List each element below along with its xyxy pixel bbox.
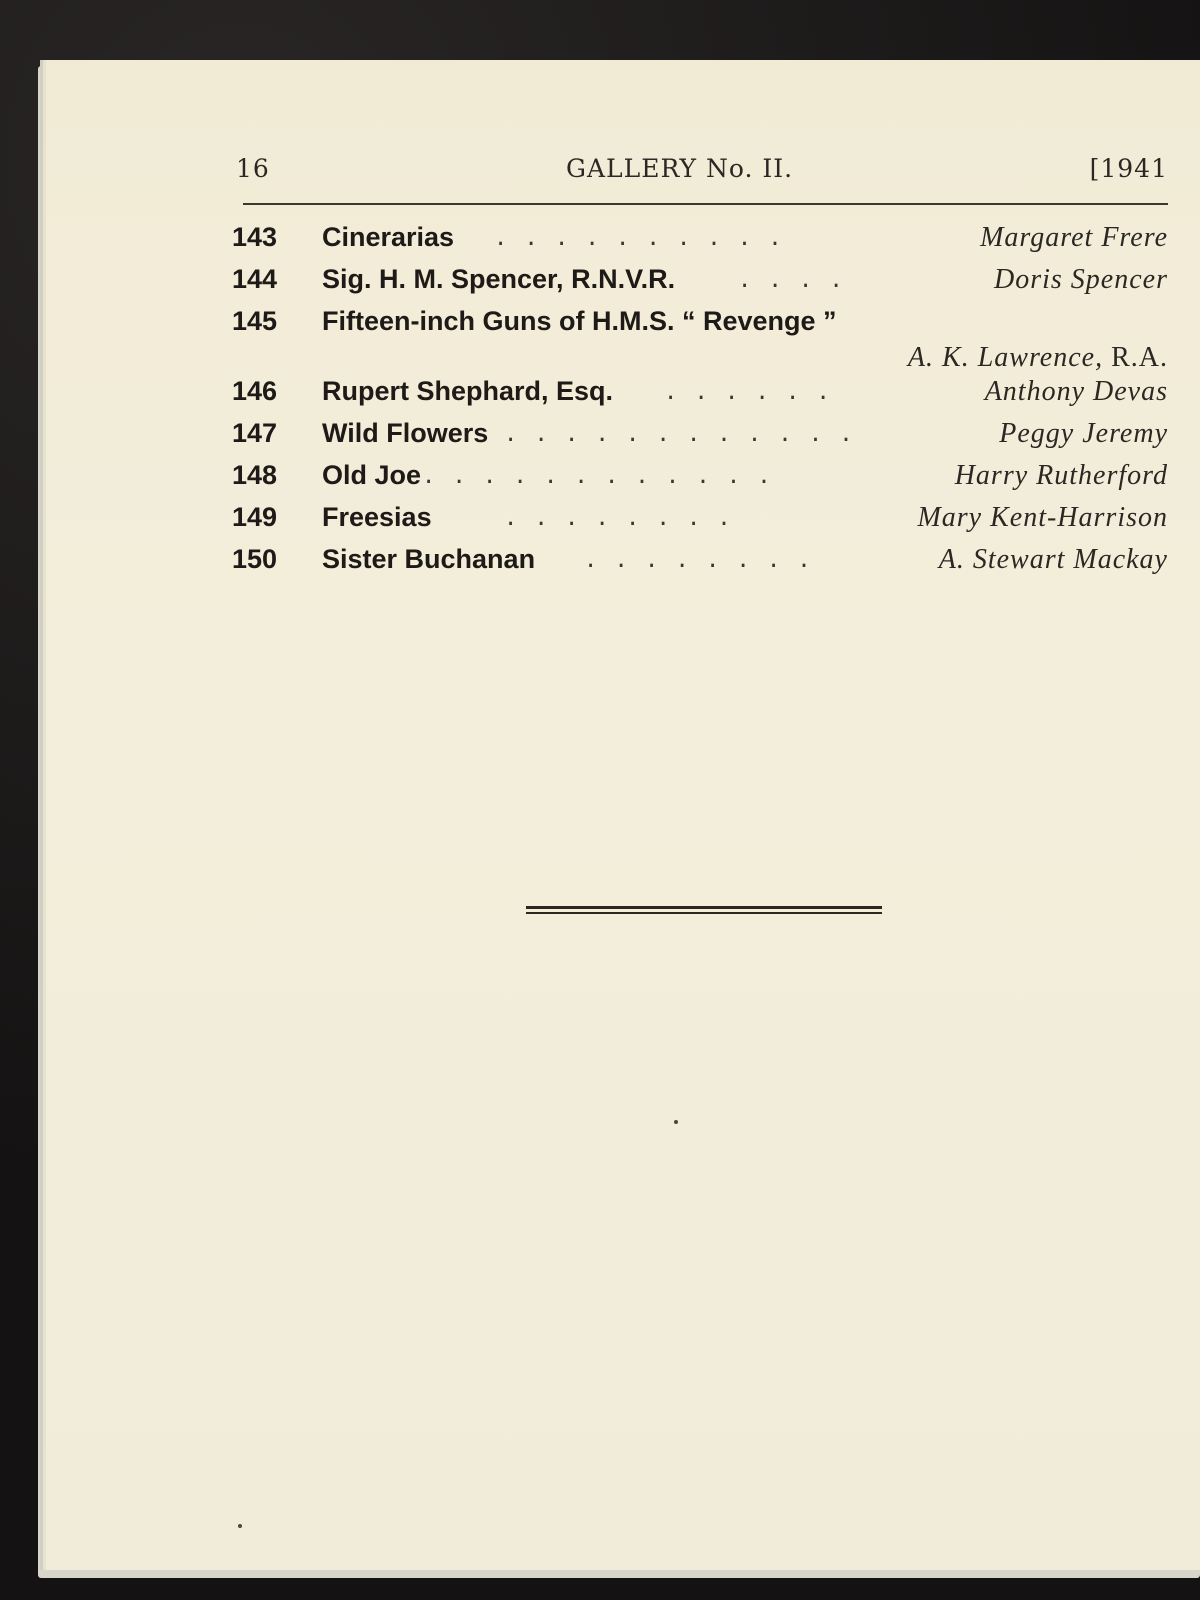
entry-title: Rupert Shephard, Esq. bbox=[322, 376, 614, 406]
entry-number: 148 bbox=[232, 460, 278, 490]
list-item bbox=[232, 460, 1168, 502]
entry-number: 145 bbox=[232, 306, 278, 336]
page-header bbox=[236, 150, 1168, 190]
entry-number: 147 bbox=[232, 418, 278, 448]
entry-artist: A. Stewart Mackay bbox=[938, 544, 1168, 575]
dot-leader: . . . . . . . . bbox=[584, 548, 813, 573]
entry-artist: Anthony Devas bbox=[984, 376, 1168, 407]
dot-leader: . . . . . . . . . . . . bbox=[422, 464, 773, 489]
entry-number: 149 bbox=[232, 502, 278, 532]
section-end-rule bbox=[526, 906, 882, 916]
dot-leader: . . . . . . bbox=[664, 380, 832, 405]
dot-leader: . . . . . . . . bbox=[504, 506, 733, 531]
entry-title: Sig. H. M. Spencer, R.N.V.R. bbox=[322, 264, 676, 294]
list-item bbox=[232, 222, 1168, 264]
page-number: 16 bbox=[236, 154, 270, 183]
paper-speck bbox=[674, 1120, 678, 1124]
page-year: [1941 bbox=[1089, 154, 1168, 183]
entry-artist-honours: R.A. bbox=[1111, 342, 1168, 373]
entry-artist: Margaret Frere bbox=[980, 222, 1168, 253]
entry-title: Wild Flowers bbox=[322, 418, 489, 448]
entry-number: 146 bbox=[232, 376, 278, 406]
entry-artist: Doris Spencer bbox=[994, 264, 1168, 295]
page-title: GALLERY No. II. bbox=[566, 154, 794, 183]
entry-number: 150 bbox=[232, 544, 278, 574]
list-item bbox=[232, 544, 1168, 586]
entry-artist: Mary Kent-Harrison bbox=[917, 502, 1168, 533]
header-rule bbox=[243, 203, 1168, 205]
dot-leader: . . . . bbox=[738, 268, 845, 293]
entry-title: Sister Buchanan bbox=[322, 544, 536, 574]
entry-artist: Peggy Jeremy bbox=[999, 418, 1168, 449]
list-item bbox=[232, 264, 1168, 306]
list-item bbox=[232, 418, 1168, 460]
entry-artist: Harry Rutherford bbox=[954, 460, 1168, 491]
dot-leader: . . . . . . . . . . . . bbox=[504, 422, 855, 447]
entry-number: 143 bbox=[232, 222, 278, 252]
entry-title: Fifteen-inch Guns of H.M.S. “ Revenge ” bbox=[322, 306, 837, 336]
list-item bbox=[232, 306, 1168, 376]
entry-title: Old Joe bbox=[322, 460, 422, 490]
paper-speck bbox=[238, 1524, 242, 1528]
list-item bbox=[232, 376, 1168, 418]
entry-list bbox=[232, 222, 1168, 586]
list-item bbox=[232, 502, 1168, 544]
entry-title: Freesias bbox=[322, 502, 432, 532]
entry-artist: A. K. Lawrence, R.A. bbox=[907, 342, 1168, 373]
dot-leader: . . . . . . . . . . bbox=[494, 226, 784, 251]
entry-title: Cinerarias bbox=[322, 222, 455, 252]
entry-number: 144 bbox=[232, 264, 278, 294]
